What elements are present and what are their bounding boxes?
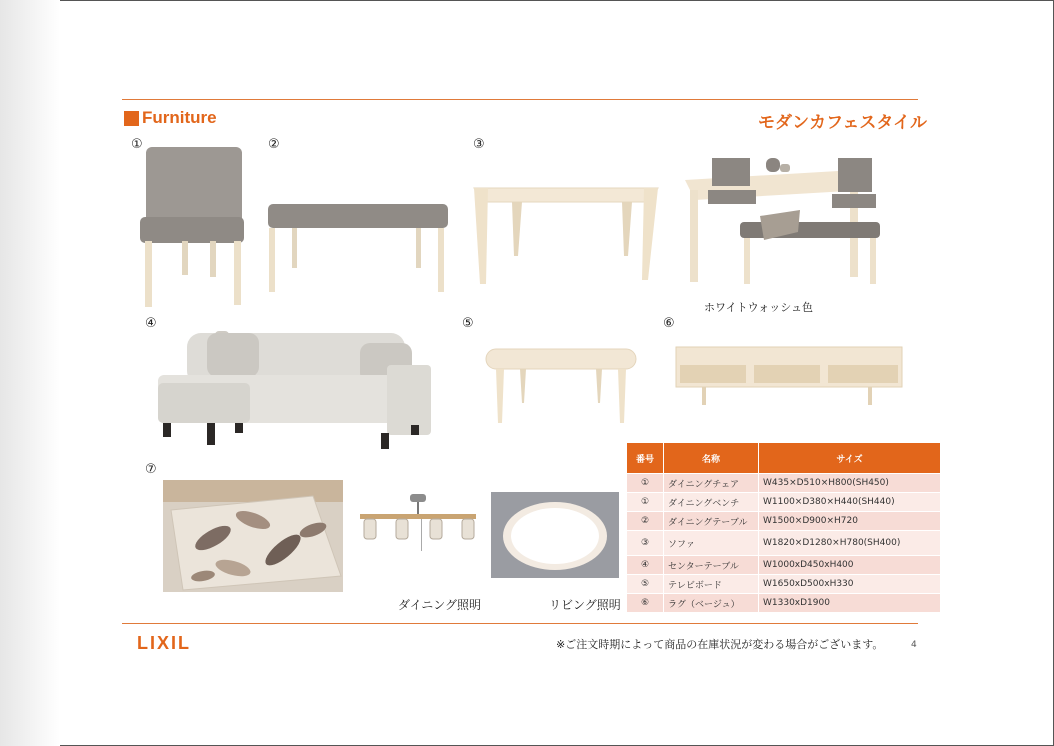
- row-name: ソファ: [664, 531, 759, 556]
- color-caption: ホワイトウォッシュ色: [704, 301, 814, 314]
- table-row: [627, 556, 941, 575]
- spec-table-header: [627, 443, 941, 474]
- lixil-logo: LIXIL: [137, 633, 191, 653]
- stock-note: ※ご注文時期によって商品の在庫状況が変わる場合がございます。: [556, 638, 884, 651]
- table-row: [627, 493, 941, 512]
- item-number: ④: [145, 316, 157, 331]
- living-light-image: [491, 492, 619, 578]
- row-name: ダイニングチェア: [664, 474, 759, 493]
- row-name: ダイニングベンチ: [664, 493, 759, 512]
- page-shadow: [0, 0, 60, 746]
- row-size: W1650xD500xH330: [759, 575, 941, 594]
- dining-table-image: [472, 180, 662, 288]
- item-number: ⑥: [663, 316, 675, 331]
- row-number: ①: [627, 493, 664, 512]
- row-size: W1000xD450xH400: [759, 556, 941, 575]
- table-row: [627, 575, 941, 594]
- row-name: センターテーブル: [664, 556, 759, 575]
- dining-bench-image: [266, 200, 450, 296]
- living-light-caption: リビング照明: [549, 598, 621, 612]
- item-number: ⑦: [145, 462, 157, 477]
- section-title: [124, 108, 217, 128]
- style-name: モダンカフェスタイル: [758, 113, 927, 133]
- header-name: 名称: [664, 443, 759, 474]
- row-number: ⑥: [627, 594, 664, 613]
- row-name: ダイニングテーブル: [664, 512, 759, 531]
- row-number: ②: [627, 512, 664, 531]
- dining-set-image: [680, 150, 908, 290]
- row-size: W1820×D1280×H780(SH400): [759, 531, 941, 556]
- section-title-text: Furniture: [142, 108, 217, 127]
- dining-light-caption: ダイニング照明: [398, 598, 482, 612]
- header-number: 番号: [627, 443, 664, 474]
- row-number: ④: [627, 556, 664, 575]
- table-row: [627, 512, 941, 531]
- row-size: W1330xD1900: [759, 594, 941, 613]
- item-number: ⑤: [462, 316, 474, 331]
- item-number: ②: [268, 137, 280, 152]
- header-size: サイズ: [759, 443, 941, 474]
- dining-light-image: [356, 492, 480, 558]
- tv-board-image: [674, 345, 904, 407]
- row-number: ①: [627, 474, 664, 493]
- row-number: ⑤: [627, 575, 664, 594]
- page-number: 4: [911, 640, 917, 650]
- title-square-icon: [124, 111, 139, 126]
- center-table-image: [484, 345, 638, 427]
- item-number: ①: [131, 137, 143, 152]
- table-row: [627, 474, 941, 493]
- rug-image: [163, 480, 343, 592]
- top-rule: [122, 99, 918, 100]
- row-name: テレビボード: [664, 575, 759, 594]
- spec-table: [626, 442, 941, 613]
- table-row: [627, 531, 941, 556]
- row-size: W1500×D900×H720: [759, 512, 941, 531]
- row-size: W435×D510×H800(SH450): [759, 474, 941, 493]
- row-number: ③: [627, 531, 664, 556]
- item-number: ③: [473, 137, 485, 152]
- sofa-image: [155, 325, 435, 453]
- table-row: [627, 594, 941, 613]
- row-name: ラグ（ベージュ）: [664, 594, 759, 613]
- bottom-rule: [122, 623, 918, 624]
- dining-chair-image: [138, 145, 246, 310]
- row-size: W1100×D380×H440(SH440): [759, 493, 941, 512]
